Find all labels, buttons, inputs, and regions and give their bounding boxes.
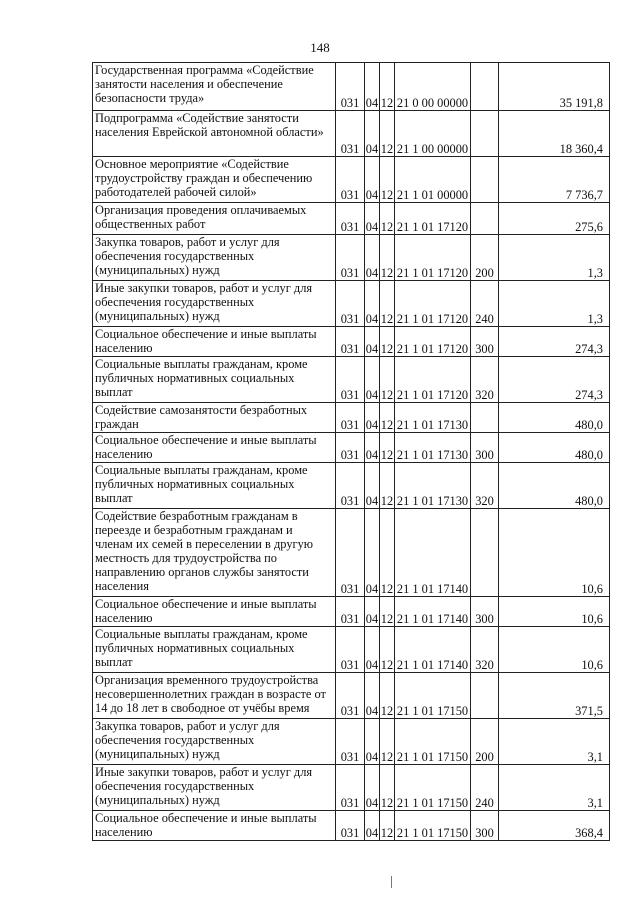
row-name: Организация проведения оплачиваемых общественных работ <box>93 203 336 235</box>
row-amount: 3,1 <box>499 719 610 765</box>
scan-mark <box>391 876 392 888</box>
row-expense-type-code: 240 <box>471 765 499 811</box>
row-expense-type-code <box>471 509 499 597</box>
row-department-code: 031 <box>336 765 365 811</box>
row-section-code: 04 <box>365 597 380 627</box>
row-amount: 275,6 <box>499 203 610 235</box>
row-expense-type-code <box>471 111 499 157</box>
row-subsection-code: 12 <box>380 235 395 281</box>
row-amount: 3,1 <box>499 765 610 811</box>
table-row <box>93 357 610 403</box>
row-name: Социальные выплаты гражданам, кроме публичных нормативных социальных выплат <box>93 463 336 509</box>
row-section-code: 04 <box>365 433 380 463</box>
table-row <box>93 157 610 203</box>
row-name: Социальное обеспечение и иные выплаты населению <box>93 597 336 627</box>
row-section-code: 04 <box>365 719 380 765</box>
row-amount: 10,6 <box>499 597 610 627</box>
row-department-code: 031 <box>336 627 365 673</box>
row-target-article-code: 21 1 01 17140 <box>395 597 471 627</box>
table-row <box>93 811 610 841</box>
row-department-code: 031 <box>336 811 365 841</box>
row-department-code: 031 <box>336 597 365 627</box>
row-target-article-code: 21 1 01 17120 <box>395 327 471 357</box>
table-row <box>93 235 610 281</box>
row-department-code: 031 <box>336 235 365 281</box>
row-target-article-code: 21 1 01 17130 <box>395 403 471 433</box>
row-subsection-code: 12 <box>380 719 395 765</box>
table-row <box>93 111 610 157</box>
row-subsection-code: 12 <box>380 157 395 203</box>
row-amount: 1,3 <box>499 235 610 281</box>
row-expense-type-code: 200 <box>471 235 499 281</box>
row-department-code: 031 <box>336 403 365 433</box>
row-section-code: 04 <box>365 627 380 673</box>
row-name: Социальное обеспечение и иные выплаты населению <box>93 433 336 463</box>
row-name: Содействие самозанятости безработных граждан <box>93 403 336 433</box>
row-subsection-code: 12 <box>380 811 395 841</box>
row-subsection-code: 12 <box>380 597 395 627</box>
row-subsection-code: 12 <box>380 627 395 673</box>
table-row <box>93 463 610 509</box>
row-section-code: 04 <box>365 327 380 357</box>
row-section-code: 04 <box>365 403 380 433</box>
row-target-article-code: 21 1 01 17120 <box>395 357 471 403</box>
row-department-code: 031 <box>336 357 365 403</box>
row-department-code: 031 <box>336 157 365 203</box>
row-amount: 480,0 <box>499 403 610 433</box>
table-row <box>93 327 610 357</box>
table-row <box>93 433 610 463</box>
row-name: Государственная программа «Содействие занятости населения и обеспечение безопасности труда» <box>93 63 336 111</box>
table-row <box>93 719 610 765</box>
row-expense-type-code <box>471 157 499 203</box>
row-expense-type-code: 200 <box>471 719 499 765</box>
row-subsection-code: 12 <box>380 357 395 403</box>
row-section-code: 04 <box>365 509 380 597</box>
table-row <box>93 597 610 627</box>
row-department-code: 031 <box>336 463 365 509</box>
row-amount: 10,6 <box>499 509 610 597</box>
row-amount: 274,3 <box>499 327 610 357</box>
row-amount: 18 360,4 <box>499 111 610 157</box>
budget-table <box>92 62 610 841</box>
row-department-code: 031 <box>336 673 365 719</box>
row-target-article-code: 21 1 01 17130 <box>395 463 471 509</box>
row-department-code: 031 <box>336 509 365 597</box>
row-section-code: 04 <box>365 463 380 509</box>
row-target-article-code: 21 1 01 17150 <box>395 673 471 719</box>
row-section-code: 04 <box>365 157 380 203</box>
row-section-code: 04 <box>365 63 380 111</box>
row-department-code: 031 <box>336 63 365 111</box>
budget-table-body <box>93 63 610 841</box>
row-name: Содействие безработным гражданам в переезде и безработным гражданам и членам их семей в переселении в другую местность для трудоустройства по направлению органов службы занятости населения <box>93 509 336 597</box>
row-name: Социальные выплаты гражданам, кроме публичных нормативных социальных выплат <box>93 357 336 403</box>
row-name: Социальное обеспечение и иные выплаты населению <box>93 327 336 357</box>
row-target-article-code: 21 1 01 17150 <box>395 765 471 811</box>
table-row <box>93 403 610 433</box>
row-expense-type-code: 320 <box>471 463 499 509</box>
table-row <box>93 765 610 811</box>
row-amount: 371,5 <box>499 673 610 719</box>
row-subsection-code: 12 <box>380 765 395 811</box>
row-expense-type-code: 300 <box>471 327 499 357</box>
row-expense-type-code: 300 <box>471 433 499 463</box>
row-amount: 480,0 <box>499 463 610 509</box>
row-name: Иные закупки товаров, работ и услуг для обеспечения государственных (муниципальных) нужд <box>93 765 336 811</box>
row-name: Социальные выплаты гражданам, кроме публичных нормативных социальных выплат <box>93 627 336 673</box>
row-amount: 1,3 <box>499 281 610 327</box>
row-expense-type-code: 240 <box>471 281 499 327</box>
row-department-code: 031 <box>336 327 365 357</box>
row-target-article-code: 21 0 00 00000 <box>395 63 471 111</box>
row-expense-type-code <box>471 63 499 111</box>
row-amount: 480,0 <box>499 433 610 463</box>
row-subsection-code: 12 <box>380 63 395 111</box>
row-target-article-code: 21 1 01 17140 <box>395 627 471 673</box>
row-subsection-code: 12 <box>380 111 395 157</box>
row-expense-type-code <box>471 203 499 235</box>
row-subsection-code: 12 <box>380 433 395 463</box>
row-target-article-code: 21 1 01 17150 <box>395 719 471 765</box>
row-name: Подпрограмма «Содействие занятости населения Еврейской автономной области» <box>93 111 336 157</box>
row-expense-type-code <box>471 403 499 433</box>
row-expense-type-code: 320 <box>471 357 499 403</box>
row-target-article-code: 21 1 01 17120 <box>395 203 471 235</box>
table-row <box>93 63 610 111</box>
row-section-code: 04 <box>365 673 380 719</box>
row-department-code: 031 <box>336 719 365 765</box>
row-target-article-code: 21 1 00 00000 <box>395 111 471 157</box>
row-subsection-code: 12 <box>380 203 395 235</box>
row-subsection-code: 12 <box>380 509 395 597</box>
table-row <box>93 509 610 597</box>
row-section-code: 04 <box>365 235 380 281</box>
row-expense-type-code: 320 <box>471 627 499 673</box>
row-subsection-code: 12 <box>380 673 395 719</box>
row-section-code: 04 <box>365 111 380 157</box>
row-target-article-code: 21 1 01 17120 <box>395 281 471 327</box>
row-target-article-code: 21 1 01 17140 <box>395 509 471 597</box>
row-amount: 10,6 <box>499 627 610 673</box>
row-expense-type-code: 300 <box>471 597 499 627</box>
row-expense-type-code <box>471 673 499 719</box>
row-section-code: 04 <box>365 281 380 327</box>
row-department-code: 031 <box>336 433 365 463</box>
row-department-code: 031 <box>336 111 365 157</box>
row-amount: 368,4 <box>499 811 610 841</box>
row-name: Закупка товаров, работ и услуг для обеспечения государственных (муниципальных) нужд <box>93 235 336 281</box>
row-name: Социальное обеспечение и иные выплаты населению <box>93 811 336 841</box>
row-target-article-code: 21 1 01 00000 <box>395 157 471 203</box>
row-section-code: 04 <box>365 203 380 235</box>
row-department-code: 031 <box>336 281 365 327</box>
row-subsection-code: 12 <box>380 463 395 509</box>
row-target-article-code: 21 1 01 17150 <box>395 811 471 841</box>
table-row <box>93 673 610 719</box>
table-row <box>93 203 610 235</box>
row-department-code: 031 <box>336 203 365 235</box>
row-subsection-code: 12 <box>380 327 395 357</box>
row-section-code: 04 <box>365 357 380 403</box>
page-number: 148 <box>310 40 330 55</box>
row-name: Организация временного трудоустройства несовершеннолетних граждан в возрасте от 14 до 18 лет в свободное от учёбы время <box>93 673 336 719</box>
row-target-article-code: 21 1 01 17130 <box>395 433 471 463</box>
row-subsection-code: 12 <box>380 281 395 327</box>
row-section-code: 04 <box>365 765 380 811</box>
row-name: Закупка товаров, работ и услуг для обеспечения государственных (муниципальных) нужд <box>93 719 336 765</box>
row-name: Иные закупки товаров, работ и услуг для обеспечения государственных (муниципальных) нужд <box>93 281 336 327</box>
row-amount: 274,3 <box>499 357 610 403</box>
row-section-code: 04 <box>365 811 380 841</box>
row-amount: 7 736,7 <box>499 157 610 203</box>
row-target-article-code: 21 1 01 17120 <box>395 235 471 281</box>
table-row <box>93 627 610 673</box>
row-amount: 35 191,8 <box>499 63 610 111</box>
row-expense-type-code: 300 <box>471 811 499 841</box>
row-subsection-code: 12 <box>380 403 395 433</box>
table-row <box>93 281 610 327</box>
row-name: Основное мероприятие «Содействие трудоустройству граждан и обеспечению работодателей рабочей силой» <box>93 157 336 203</box>
